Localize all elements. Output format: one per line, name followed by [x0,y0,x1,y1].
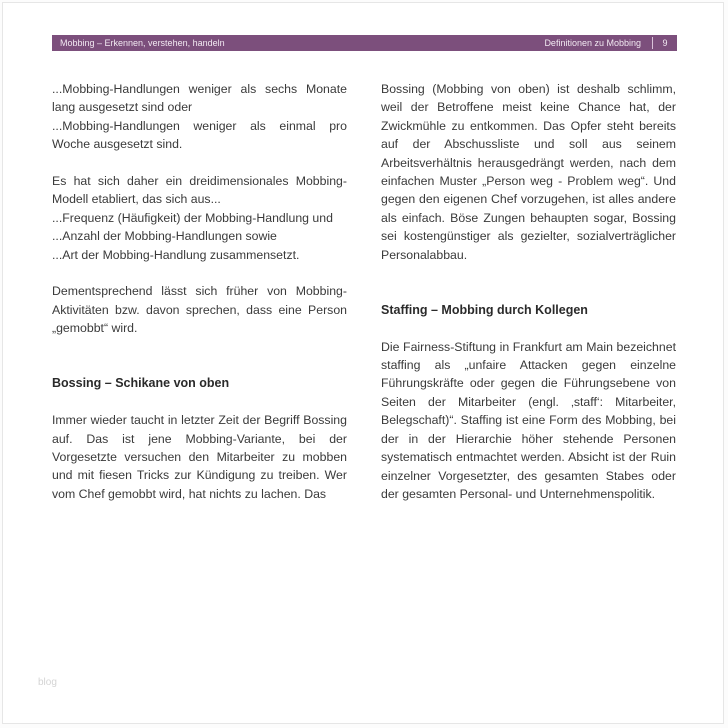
right-column [381,80,676,503]
staffing-heading: Staffing – Mobbing durch Kollegen [381,302,588,317]
bossing-continued-paragraph: Bossing (Mobbing von oben) ist deshalb schlimm, weil der Betroffene meist keine Chance hat, der Zwickmühle zu entkommen. Das Opfer steht bereits auf der Abschussliste und soll aus seinem Arbeitsverhältnis herausgedrängt werden, nach dem einfachen Muster „Person weg - Problem weg“. Und gegen den eigenen Chef vorzugehen, ist alles andere als einfach. Böse Zungen behaupten sogar, Bossing sei kostengünstiger als gezielter, sozialverträglicher Personalabbau. [381,82,676,262]
dimension-item: ...Anzahl der Mobbing-Handlungen sowie [52,229,277,244]
header-section: Definitionen zu Mobbing [544,38,641,48]
dimension-item: ...Art der Mobbing-Handlung zusammensetzt. [52,247,300,262]
watermark: blog [38,677,57,688]
intro-line: ...Mobbing-Handlungen weniger als einmal pro Woche ausgesetzt sind. [52,118,347,152]
bossing-paragraph: Immer wieder taucht in letzter Zeit der Begriff Bossing auf. Das ist jene Mobbing-Variante, bei der Vorgesetzte versuchen den Mitarbeiter zu mobben und mit fiesen Tricks zur Kündigung zu treiben. Wer vom Chef gemobbt wird, hat nichts zu lachen. Das [52,413,347,501]
bossing-heading: Bossing – Schikane von oben [52,376,230,391]
staffing-paragraph: Die Fairness-Stiftung in Frankfurt am Main bezeichnet staffing als „unfaire Attacken gegen einzelne Führungskräfte oder gegen die Führungsebene von Seiten der Mitarbeiter (engl. ‚staff‘: Mitarbeiter, Belegschaft)“. Staffing ist eine Form des Mobbing, bei der in der Hierarchie höher stehende Personen systematisch entmachtet werden. Absicht ist der Ruin einzelner Vorgesetzter, des gesamten Stabes oder der gesamten Personal- und Unternehmenspolitik. [381,339,676,501]
header-title: Mobbing – Erkennen, verstehen, handeln [60,38,225,48]
dimension-item: ...Frequenz (Häufigkeit) der Mobbing-Handlung und [52,210,333,225]
header-divider [652,37,653,49]
dimension-intro: Es hat sich daher ein dreidimensionales Mobbing-Modell etabliert, das sich aus... [52,174,347,207]
intro-line: ...Mobbing-Handlungen weniger als sechs Monate lang ausgesetzt sind oder [52,82,347,115]
left-column [52,80,347,503]
running-header [52,35,677,51]
conclusion-paragraph: Dementsprechend lässt sich früher von Mobbing-Aktivitäten bzw. davon sprechen, dass eine Person „gemobbt“ wird. [52,284,347,336]
page-number: 9 [662,38,668,48]
